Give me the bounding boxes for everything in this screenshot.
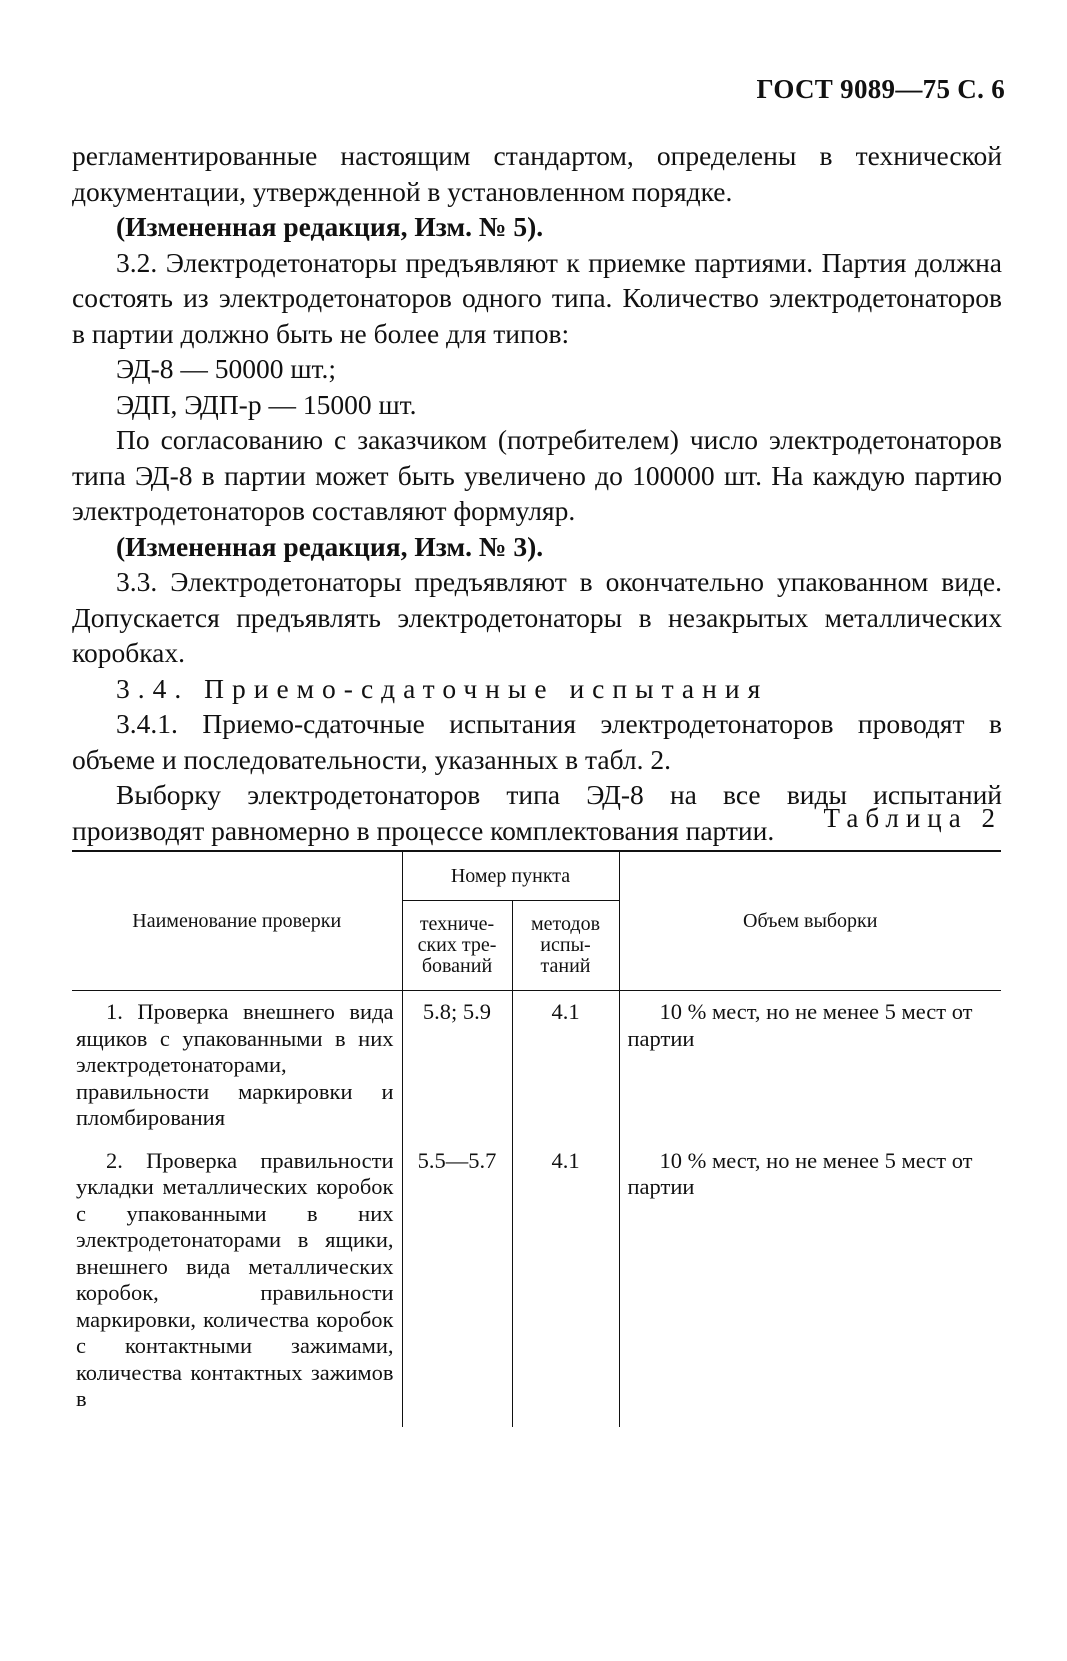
page-header: ГОСТ 9089—75 С. 6 — [756, 74, 1005, 104]
clause-3-2-agreement: По согласованию с заказчиком (потребителем) число электродетонаторов типа ЭД-8 в партии может быть увеличено до 100000 шт. На каждую партию электродетонаторов составляют формуляр. — [72, 424, 1002, 526]
paragraph-continuation: регламентированные настоящим стандартом, определены в технической документации, утвержденной в установленном порядке. — [72, 140, 1002, 207]
row-method-clause: 4.1 — [512, 1146, 619, 1427]
clause-3-4-heading: 3.4. Приемо-сдаточные испытания — [116, 672, 769, 704]
header-check-name: Наименование проверки — [72, 851, 402, 991]
clause-3-4-1: 3.4.1. Приемо-сдаточные испытания электродетонаторов проводят в объеме и последовательности, указанных в табл. 2. — [72, 708, 1002, 775]
amendment-note-3: (Измененная редакция, Изм. № 3). — [116, 530, 544, 562]
limit-ed8: ЭД-8 — 50000 шт.; — [116, 353, 337, 384]
row-tech-clause: 5.8; 5.9 — [402, 991, 512, 1146]
row-method-clause: 4.1 — [512, 991, 619, 1146]
row-check-name: 2. Проверка правильности укладки металлических коробок с упакованными в них электродетонаторами в ящики, внешнего вида металлических коробок, правильности маркировки, количества коробок с контактными зажимами, количества контактных зажимов в — [72, 1146, 402, 1427]
inspection-table — [72, 850, 1001, 1427]
header-sample-volume: Объем выборки — [619, 851, 1001, 991]
clause-3-3: 3.3. Электродетонаторы предъявляют в окончательно упакованном виде. Допускается предъявлять электродетонаторы в незакрытых металлических коробках. — [72, 566, 1002, 668]
row-sample-volume: 10 % мест, но не менее 5 мест от партии — [627, 999, 973, 1051]
row-tech-clause: 5.5—5.7 — [402, 1146, 512, 1427]
row-sample-volume: 10 % мест, но не менее 5 мест от партии — [627, 1147, 973, 1199]
limit-edp: ЭДП, ЭДП-р — 15000 шт. — [116, 388, 417, 420]
clause-3-2: 3.2. Электродетонаторы предъявляют к приемке партиями. Партия должна состоять из электродетонаторов одного типа. Количество электродетонаторов в партии должно быть не более для типов: — [72, 246, 1002, 349]
table-row — [72, 991, 1001, 1146]
header-clause-group: Номер пункта — [402, 851, 619, 901]
header-test-methods: методов испы-таний — [512, 901, 619, 991]
table-caption: Таблица 2 — [823, 803, 1002, 833]
table-row — [72, 1146, 1001, 1427]
sampling-paragraph: Выборку электродетонаторов типа ЭД-8 на все виды испытаний производят равномерно в процессе комплектования партии. — [72, 779, 1002, 846]
row-check-name: 1. Проверка внешнего вида ящиков с упакованными в них электродетонаторами, правильности маркировки и пломбирования — [72, 991, 402, 1146]
amendment-note-5: (Измененная редакция, Изм. № 5). — [116, 211, 544, 242]
body-text — [72, 138, 1002, 848]
header-tech-requirements: техниче-ских тре-бований — [402, 901, 512, 991]
